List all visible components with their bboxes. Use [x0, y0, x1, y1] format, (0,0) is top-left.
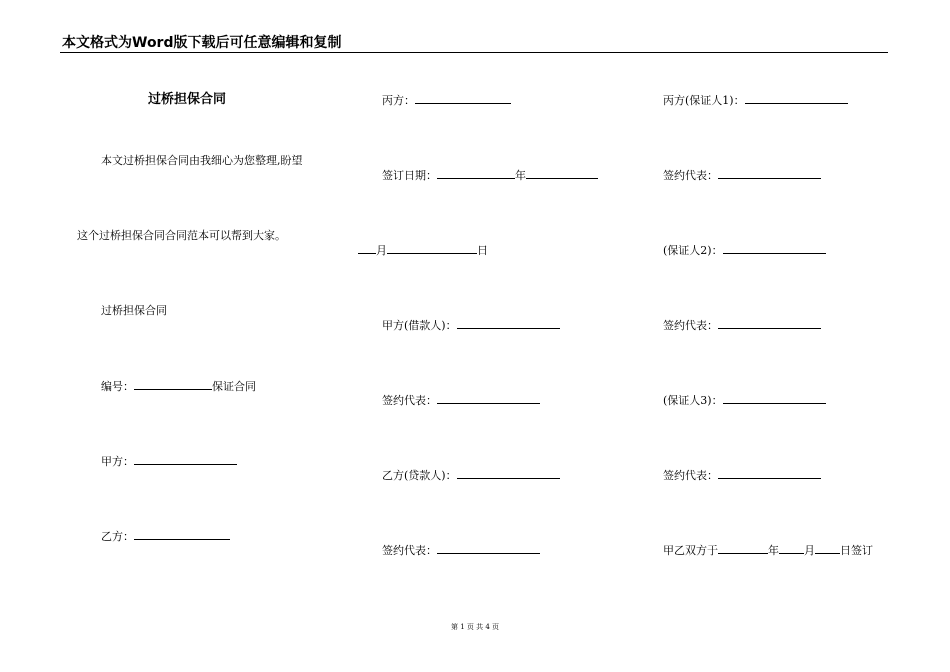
rep-label-2: 签约代表：: [382, 544, 437, 557]
party-a-label: 甲方：: [101, 455, 134, 468]
guarantor-rep-label-3: 签约代表：: [663, 469, 718, 482]
party-a-line: [101, 454, 237, 469]
guarantor-3-label: (保证人3)：: [663, 394, 723, 407]
contract-subtitle: 过桥担保合同: [101, 304, 167, 317]
guarantor-2-line: [663, 243, 826, 258]
sign-date-continued: [358, 243, 488, 258]
closing-prefix: 甲乙双方于: [663, 544, 718, 557]
number-label: 编号：: [101, 380, 134, 393]
page-header: [60, 34, 888, 53]
guarantor-3-blank: [723, 393, 826, 404]
guarantor-rep-line-3: [663, 468, 821, 483]
guarantor-rep-label-1: 签约代表：: [663, 169, 718, 182]
closing-year-label: 年: [768, 544, 779, 557]
number-blank: [134, 379, 212, 390]
party-a-blank: [134, 454, 237, 465]
closing-day-label: 日签订: [840, 544, 873, 557]
rep-blank-2: [437, 543, 540, 554]
day-label: 日: [477, 244, 488, 257]
borrower-line: [382, 318, 560, 333]
party-c-label: 丙方：: [382, 94, 415, 107]
sign-date-label: 签订日期：: [382, 169, 437, 182]
closing-year-blank: [718, 543, 768, 554]
month-blank-2: [358, 243, 376, 254]
contract-number: [101, 379, 256, 394]
guarantor-rep-line-1: [663, 168, 821, 183]
lender-blank: [457, 468, 560, 479]
party-c-blank: [415, 93, 511, 104]
intro-line-1: 本文过桥担保合同由我细心为您整理,盼望: [101, 154, 303, 167]
party-b-label: 乙方：: [101, 530, 134, 543]
guarantor-3-line: [663, 393, 826, 408]
month-blank: [526, 168, 598, 179]
guarantor-rep-label-2: 签约代表：: [663, 319, 718, 332]
borrower-blank: [457, 318, 560, 329]
number-suffix: 保证合同: [212, 380, 256, 393]
lender-line: [382, 468, 560, 483]
closing-line: [663, 543, 873, 558]
page-number: 第 1 页 共 4 页: [450, 623, 500, 631]
lender-label: 乙方(贷款人)：: [382, 469, 457, 482]
document-title: 过桥担保合同: [148, 92, 227, 107]
party-b-blank: [134, 529, 230, 540]
rep-blank-1: [437, 393, 540, 404]
header-note: 本文格式为Word版下载后可任意编辑和复制: [62, 35, 342, 51]
day-blank: [387, 243, 477, 254]
guarantor-2-label: (保证人2)：: [663, 244, 723, 257]
guarantor-1-label: 丙方(保证人1)：: [663, 94, 745, 107]
guarantor-rep-blank-2: [718, 318, 821, 329]
guarantor-1-line: [663, 93, 848, 108]
rep-label-1: 签约代表：: [382, 394, 437, 407]
rep-line-1: [382, 393, 540, 408]
rep-line-2: [382, 543, 540, 558]
sign-date-line: [382, 168, 598, 183]
party-c-line: [382, 93, 511, 108]
month-label: 月: [376, 244, 387, 257]
party-b-line: [101, 529, 230, 544]
closing-month-label: 月: [804, 544, 815, 557]
intro-line-2: 这个过桥担保合同合同范本可以帮到大家。: [77, 229, 286, 242]
guarantor-1-blank: [745, 93, 848, 104]
borrower-label: 甲方(借款人)：: [382, 319, 457, 332]
year-blank: [437, 168, 515, 179]
closing-day-blank: [815, 543, 840, 554]
guarantor-rep-blank-1: [718, 168, 821, 179]
guarantor-2-blank: [723, 243, 826, 254]
guarantor-rep-blank-3: [718, 468, 821, 479]
closing-month-blank: [779, 543, 804, 554]
year-label: 年: [515, 169, 526, 182]
guarantor-rep-line-2: [663, 318, 821, 333]
